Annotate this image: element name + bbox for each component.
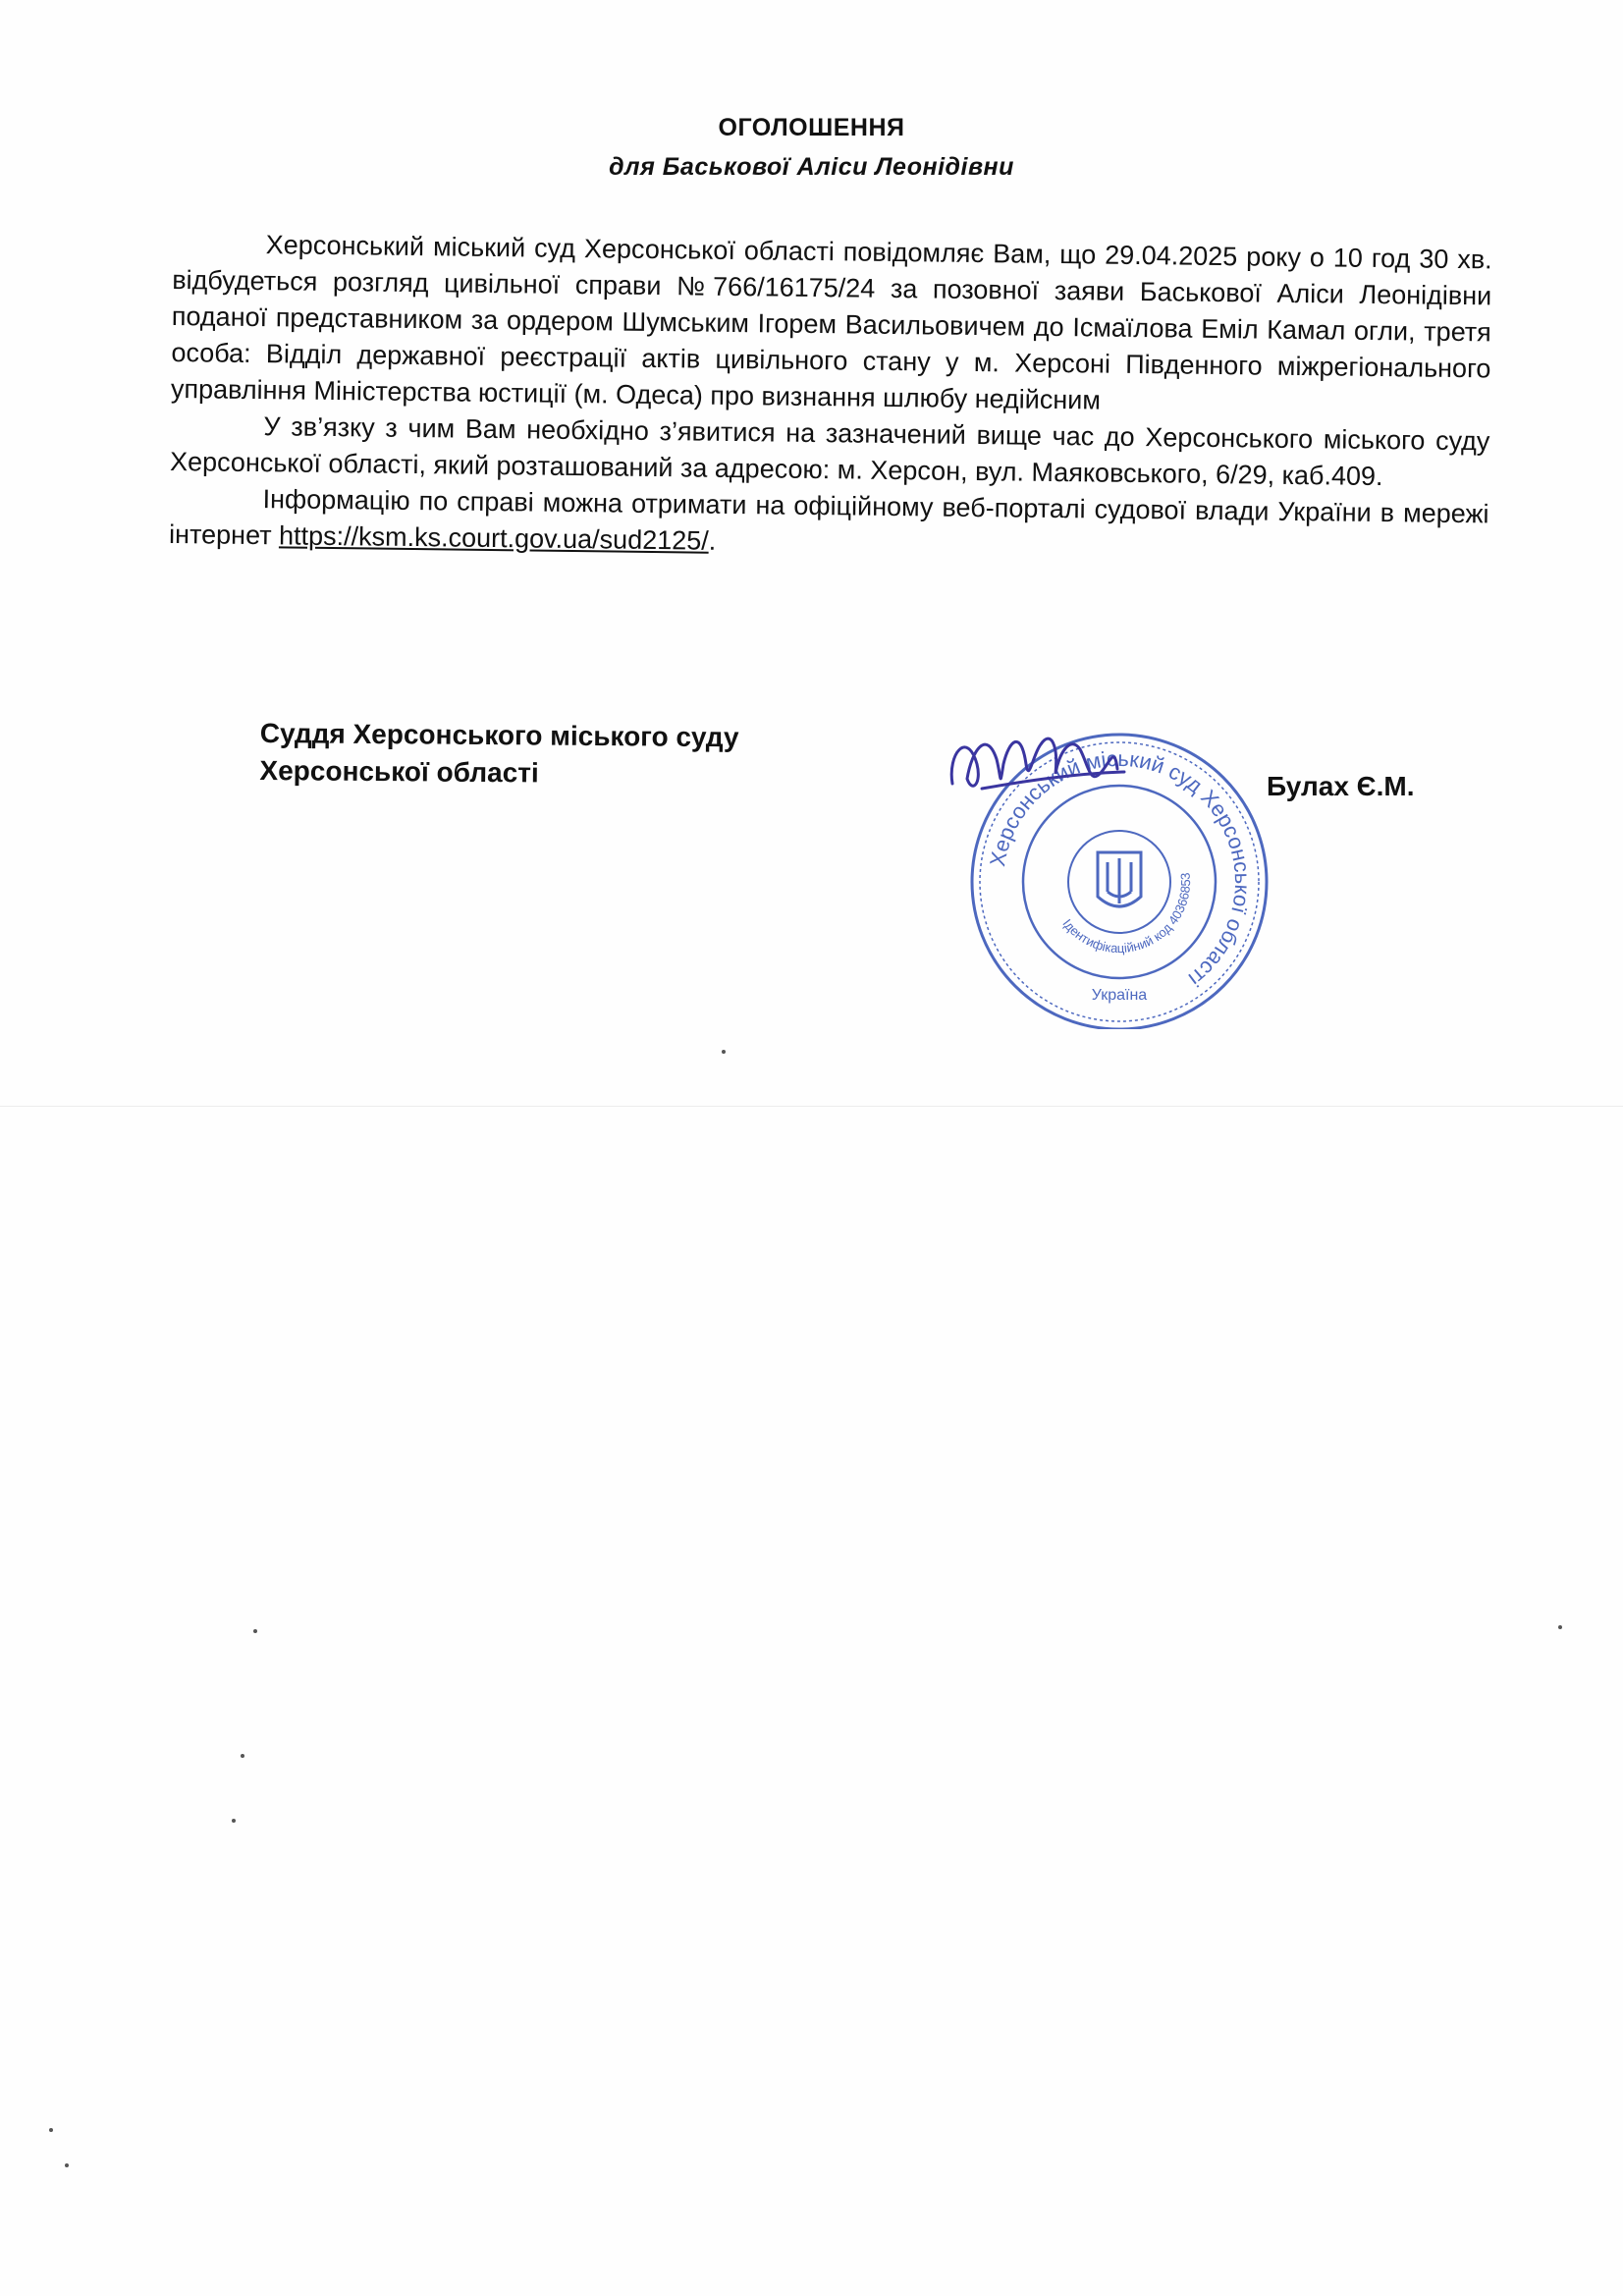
case-info-text: Інформацію по справі можна отримати на офіційному веб-порталі судової влади України в мережі інтернет xyxy=(168,484,1489,551)
paragraph-case-info xyxy=(169,480,1489,569)
scan-speck xyxy=(722,1050,726,1054)
scan-speck xyxy=(253,1629,257,1633)
document-addressee: для Баськової Аліси Леонідівни xyxy=(609,153,1014,181)
stamp-inner-text: Ідентифікаційний код 40366853 xyxy=(1059,871,1194,957)
court-stamp-and-signature xyxy=(943,715,1296,1029)
coat-of-arms-icon xyxy=(1098,852,1141,906)
scan-speck xyxy=(49,2128,53,2132)
scan-speck xyxy=(241,1754,244,1758)
stamp-country-text: Україна xyxy=(1091,987,1148,1004)
paragraph-hearing-notice: Херсонський міський суд Херсонської області повідомляє Вам, що 29.04.2025 року о 10 год 30 хв. відбудеться розгляд цивільної справи №766/16175/24 за позовної заяви Баськової Аліси Леонідівни поданої представником за ордером Шумським Ігорем Васильовичем до Ісмаїлова Еміл Камал огли, третя особа: Відділ державної реєстрації актів цивільного стану у м. Херсоні Південного міжрегіонального управління Міністерства юстиції (м. Одеса) про визнання шлюбу недійсним xyxy=(170,230,1492,415)
document-body xyxy=(169,226,1492,569)
document-title: ОГОЛОШЕННЯ xyxy=(718,114,905,141)
scan-speck xyxy=(232,1819,236,1823)
scan-artifact-line xyxy=(0,1106,1623,1107)
judge-title xyxy=(259,715,738,793)
court-portal-link[interactable]: https://ksm.ks.court.gov.ua/sud2125/ xyxy=(278,520,709,556)
scan-speck xyxy=(65,2163,69,2167)
judge-title-line2: Херсонської області xyxy=(259,754,539,789)
official-stamp xyxy=(972,735,1267,1029)
case-info-period: . xyxy=(708,525,717,556)
judge-name: Булах Є.М. xyxy=(1267,771,1415,801)
stamp-outer-text: Херсонський міський суд Херсонської області xyxy=(985,745,1256,992)
paragraph-appearance-request: У зв’язку з чим Вам необхідно з’явитися на зазначений вище час до Херсонського міського суду Херсонської області, який розташований за адресою: м. Херсон, вул. Маяковського, 6/29, каб.409. xyxy=(169,411,1490,492)
scan-speck xyxy=(1558,1625,1562,1629)
judge-title-line1: Суддя Херсонського міського суду xyxy=(259,717,739,753)
